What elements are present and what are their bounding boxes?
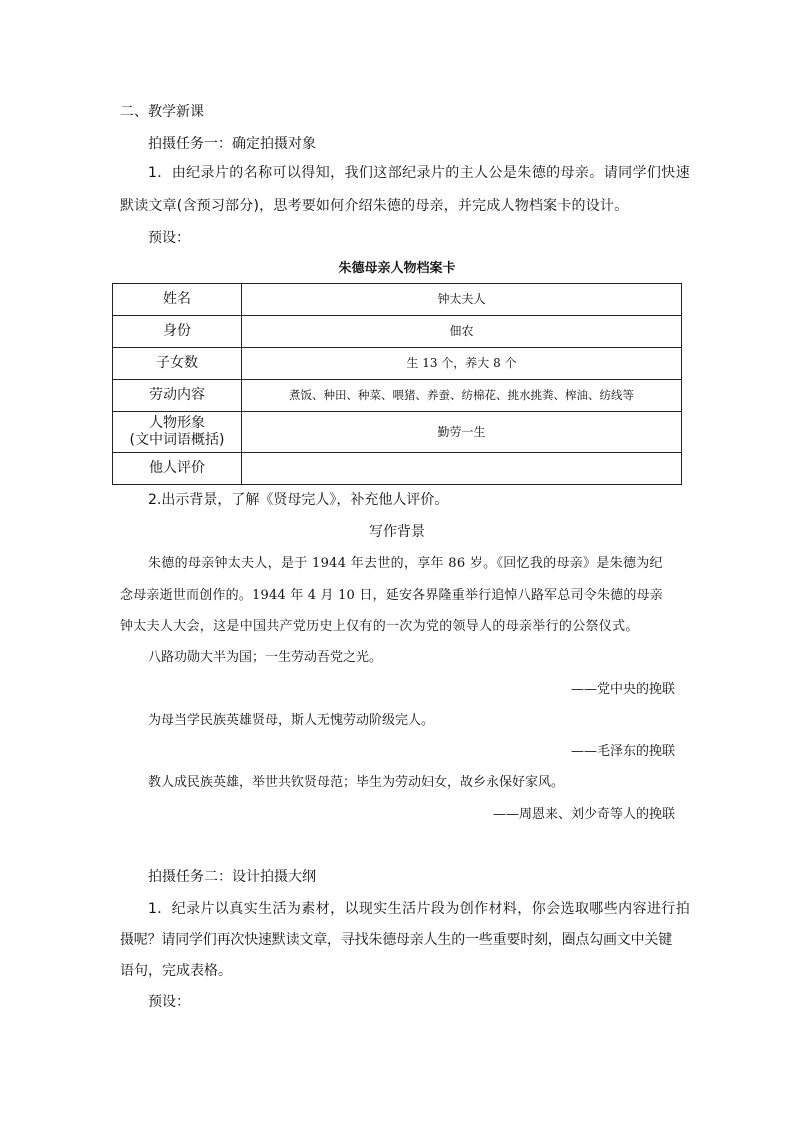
row-value-identity: 佃农 [242,316,682,348]
couplet-mao-source: ——毛泽东的挽联 [570,744,675,759]
table-row [113,380,682,412]
task2-preset-label: 预设： [148,994,190,1010]
table-row [113,348,682,380]
section-heading: 二、教学新课 [120,104,204,120]
row-key-children: 子女数 [113,348,242,380]
couplet-mao: 为母当学民族英雄贤母，斯人无愧劳动阶级完人。 [148,713,435,728]
row-key-image: 人物形象 (文中词语概括) [113,412,242,453]
row-value-labor: 煮饭、种田、种菜、喂猪、养蚕、纺棉花、挑水挑粪、榨油、纺线等 [242,380,682,412]
row-key-labor: 劳动内容 [113,380,242,412]
row-value-image: 勤劳一生 [242,412,682,453]
profile-card-table [112,283,682,485]
background-paragraph-line3: 钟太夫人大会，这是中国共产党历史上仅有的一次为党的领导人的母亲举行的公祭仪式。 [120,619,639,634]
table-row [113,453,682,485]
task2-question1-line3: 语句，完成表格。 [120,963,232,979]
task2-title: 拍摄任务二：设计拍摄大纲 [148,869,316,885]
row-value-children: 生 13 个，养大 8 个 [242,348,682,380]
background-title: 写作背景 [369,524,425,540]
row-key-evaluation: 他人评价 [113,453,242,485]
task2-question1-line1: 1．纪录片以真实生活为素材，以现实生活片段为创作材料，你会选取哪些内容进行拍 [148,901,691,917]
table-title: 朱德母亲人物档案卡 [338,261,456,276]
task1-preset-label: 预设： [148,230,190,246]
task1-question1-line2: 默读文章(含预习部分)，思考要如何介绍朱德的母亲，并完成人物档案卡的设计。 [120,198,629,214]
couplet-zhou-liu-source: ——周恩来、刘少奇等人的挽联 [492,807,675,822]
background-paragraph-line1: 朱德的母亲钟太夫人，是于 1944 年去世的，享年 86 岁。《回忆我的母亲》是朱德为纪 [148,556,663,571]
table-row [113,316,682,348]
table-row [113,412,682,453]
row-value-name: 钟太夫人 [242,284,682,316]
row-value-evaluation [242,453,682,485]
row-key-identity: 身份 [113,316,242,348]
task1-title: 拍摄任务一：确定拍摄对象 [148,136,316,152]
couplet-central-committee: 八路功勋大半为国；一生劳动吾党之光。 [148,650,383,665]
background-paragraph-line2: 念母亲逝世而创作的。1944 年 4 月 10 日，延安各界隆重举行追悼八路军总司令朱德的母亲 [120,588,663,603]
task2-question1-line2: 摄呢？请同学们再次快速默读文章，寻找朱德母亲人生的一些重要时刻，圈点勾画文中关键 [120,932,672,948]
task1-question1-line1: 1．由纪录片的名称可以得知，我们这部纪录片的主人公是朱德的母亲。请同学们快速 [148,165,691,181]
task1-question2: 2.出示背景，了解《贤母完人》，补充他人评价。 [148,492,449,508]
couplet-central-committee-source: ——党中央的挽联 [570,682,675,697]
couplet-zhou-liu: 教人成民族英雄，举世共钦贤母范；毕生为劳动妇女，故乡永保好家风。 [148,775,565,790]
table-row [113,284,682,316]
row-key-name: 姓名 [113,284,242,316]
